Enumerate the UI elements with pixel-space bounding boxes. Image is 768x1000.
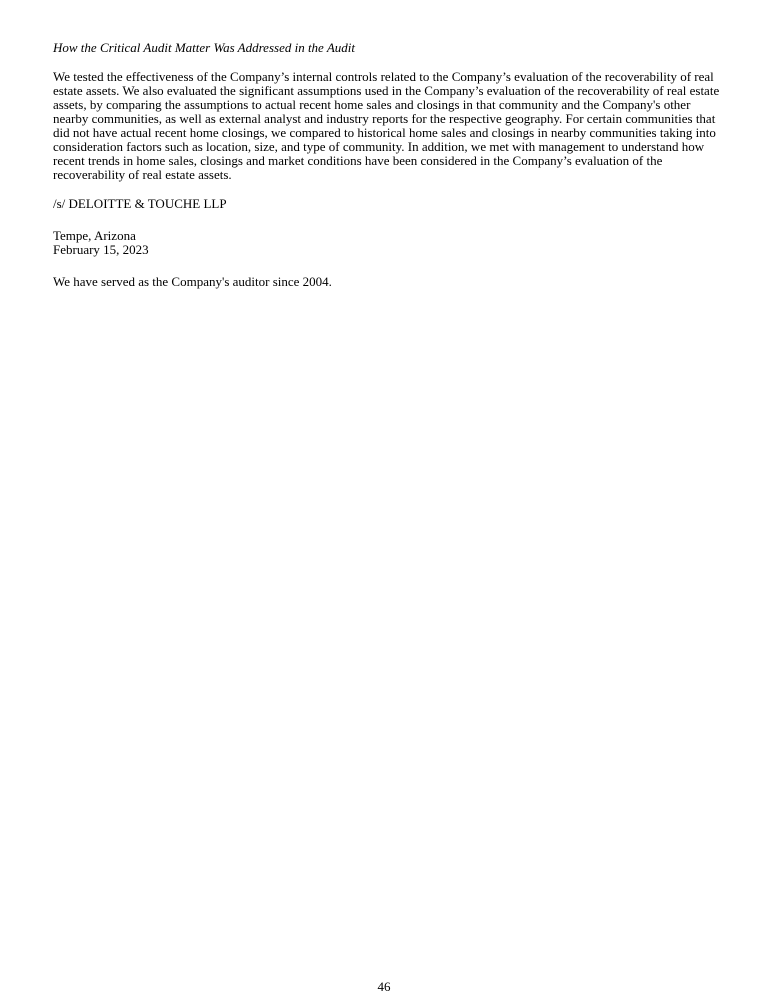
section-heading: How the Critical Audit Matter Was Addressed in the Audit <box>53 40 356 55</box>
page-number: 46 <box>377 979 391 994</box>
document-page <box>53 40 723 304</box>
auditor-tenure-statement: We have served as the Company's auditor since 2004. <box>53 274 332 289</box>
location-city: Tempe, Arizona <box>53 228 136 243</box>
report-date: February 15, 2023 <box>53 242 149 257</box>
location-date-block <box>53 229 723 257</box>
auditor-signature: /s/ DELOITTE & TOUCHE LLP <box>53 196 227 211</box>
audit-procedures-paragraph: We tested the effectiveness of the Company’s internal controls related to the Company’s evaluation of the recoverability of real estate assets. We also evaluated the significant assumptions used in the Company’s evaluation of the recoverability of real estate assets, by comparing the assumptions to actual recent home sales and closings in that community and the Company's other nearby communities, as well as external analyst and industry reports for the respective geography. For certain communities that did not have actual recent home closings, we compared to historical home sales and closings in nearby communities taking into consideration factors such as location, size, and type of community. In addition, we met with management to understand how recent trends in home sales, closings and market conditions have been considered in the Company’s evaluation of the recoverability of real estate assets. <box>53 69 720 182</box>
